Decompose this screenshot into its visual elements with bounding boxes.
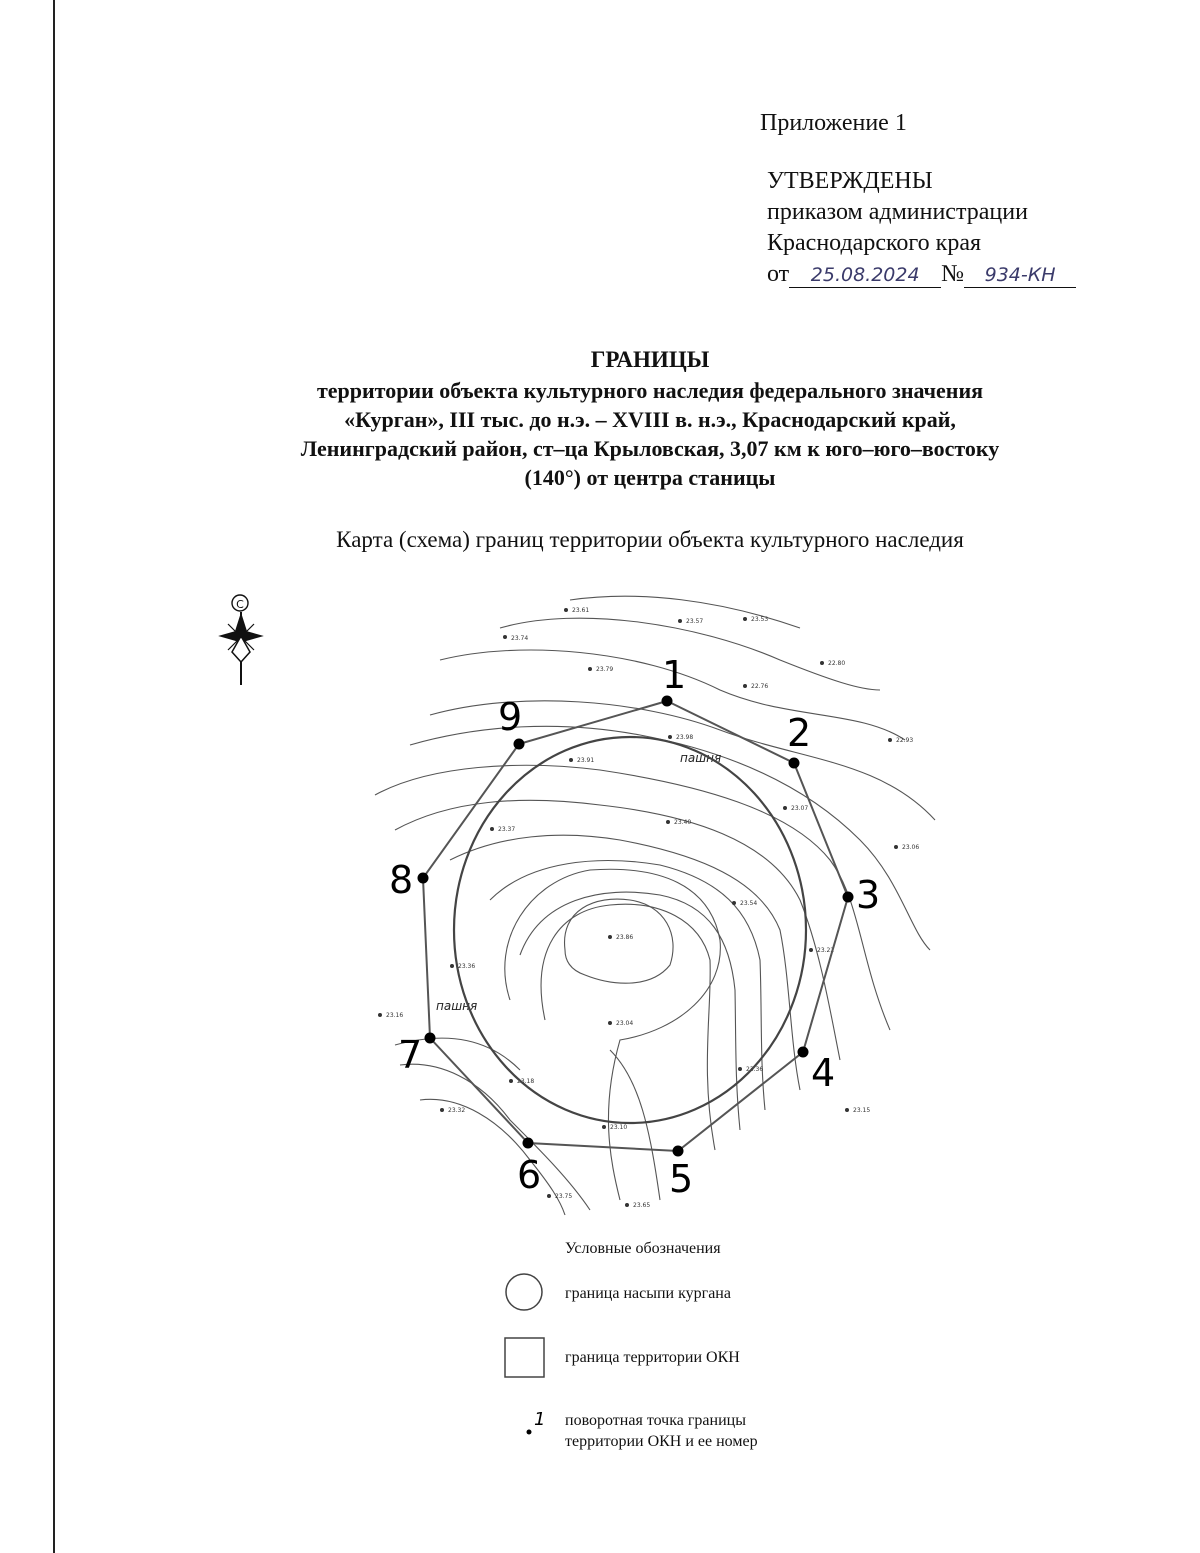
elevation-label: 23.10 [610, 1124, 628, 1131]
turning-point-number: 1 [662, 653, 687, 697]
elevation-label: 23.04 [616, 1020, 634, 1027]
approval-line: Краснодарского края [767, 230, 982, 256]
elevation-label: 23.06 [902, 844, 920, 851]
legend-label-territory: граница территории ОКН [565, 1349, 740, 1366]
turning-points [418, 696, 854, 1157]
elevation-label: 23.98 [676, 734, 694, 741]
turning-point-marker [662, 696, 673, 707]
elevation-label: 23.22 [817, 947, 835, 954]
turning-point-number: 6 [517, 1153, 542, 1197]
map-caption: Карта (схема) границ территории объекта культурного наследия [336, 527, 964, 552]
legend-label-turning-point [565, 1410, 758, 1452]
elevation-label: 23.18 [517, 1078, 535, 1085]
elevation-label: 23.36 [458, 963, 476, 970]
approval-line: приказом администрации [767, 199, 1028, 225]
turning-point-number: 5 [669, 1157, 694, 1201]
turning-point-marker [514, 739, 525, 750]
elevation-label: 22.80 [828, 660, 846, 667]
title-line: «Курган», III тыс. до н.э. – XVIII в. н.э., Краснодарский край, [344, 407, 956, 432]
elevation-label: 23.54 [740, 900, 758, 907]
elevation-label: 23.36 [746, 1066, 764, 1073]
turning-point-marker [798, 1047, 809, 1058]
elevation-label: 23.75 [555, 1193, 573, 1200]
elevation-label: 23.32 [448, 1107, 466, 1114]
elevation-label: 22.93 [896, 737, 914, 744]
elevation-label: 22.76 [751, 683, 769, 690]
elevation-label: 23.65 [633, 1202, 651, 1209]
elevation-label: 23.79 [596, 666, 614, 673]
approval-heading: УТВЕРЖДЕНЫ [767, 168, 933, 194]
elevation-label: 23.40 [674, 819, 692, 826]
north-arrow-compass-icon [220, 595, 262, 685]
legend-mound-symbol [506, 1274, 542, 1310]
title-line: (140°) от центра станицы [524, 465, 776, 490]
turning-point-marker [673, 1146, 684, 1157]
elevation-label: 23.16 [386, 1012, 404, 1019]
svg-text:C: C [236, 598, 244, 611]
elevation-label: 23.57 [686, 618, 704, 625]
elevation-label: 23.15 [853, 1107, 871, 1114]
elevation-label: 23.07 [791, 805, 809, 812]
turning-point-marker [425, 1033, 436, 1044]
legend-title: Условные обозначения [565, 1240, 721, 1257]
elevation-label: 23.61 [572, 607, 590, 614]
turning-point-marker [523, 1138, 534, 1149]
legend-point-symbol [527, 1430, 532, 1435]
legend-label-mound: граница насыпи кургана [565, 1285, 731, 1302]
title-line: Ленинградский район, ст–ца Крыловская, 3,07 км к юго–юго–востоку [300, 436, 1000, 461]
turning-point-number: 9 [498, 695, 523, 739]
handwritten-date: 25.08.2024 [789, 263, 941, 288]
field-label-arable: пашня [680, 751, 722, 765]
turning-point-marker [843, 892, 854, 903]
turning-point-number: 7 [398, 1033, 423, 1077]
elevation-points [378, 607, 919, 1209]
legend-label-line: территории ОКН и ее номер [565, 1433, 758, 1450]
title-main: ГРАНИЦЫ [590, 347, 710, 372]
handwritten-number: 934-КН [964, 263, 1076, 288]
legend-label-line: поворотная точка границы [565, 1412, 746, 1429]
territory-boundary [423, 701, 848, 1151]
field-label-arable: пашня [436, 999, 478, 1013]
title-line: территории объекта культурного наследия федерального значения [316, 378, 984, 403]
turning-point-marker [418, 873, 429, 884]
turning-point-number: 2 [787, 711, 812, 755]
turning-point-number: 4 [811, 1051, 836, 1095]
elevation-label: 23.53 [751, 616, 769, 623]
turning-point-number: 8 [389, 858, 414, 902]
elevation-label: 23.86 [616, 934, 634, 941]
annex-label: Приложение 1 [760, 110, 907, 136]
legend-territory-symbol [505, 1338, 544, 1377]
turning-point-number: 3 [856, 873, 881, 917]
elevation-label: 23.37 [498, 826, 516, 833]
elevation-label: 23.74 [511, 635, 529, 642]
number-prefix: № [941, 261, 965, 287]
elevation-label: 23.91 [577, 757, 595, 764]
legend-point-number: 1 [534, 1409, 546, 1430]
turning-point-marker [789, 758, 800, 769]
date-prefix: от [767, 261, 790, 287]
